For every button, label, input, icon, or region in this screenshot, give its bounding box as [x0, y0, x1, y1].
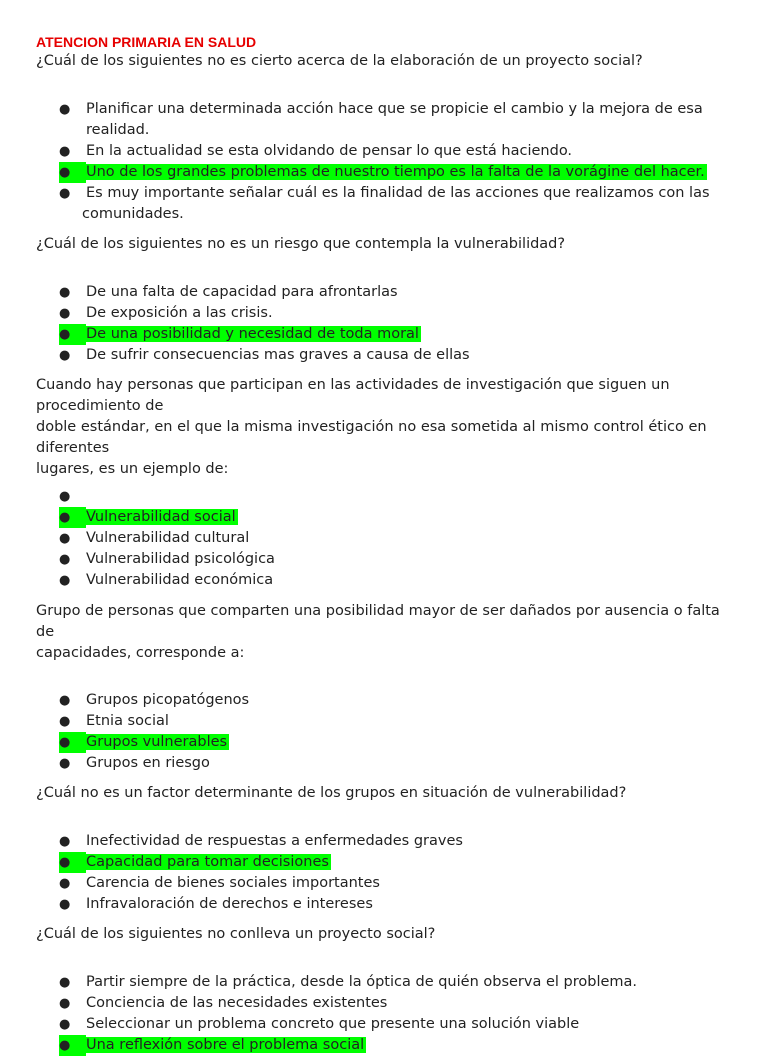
bullet-icon: ● — [59, 1017, 71, 1032]
bullet-icon: ● — [59, 102, 71, 117]
answer-1-2: ● En la actualidad se esta olvidando de pensar lo que está haciendo. — [36, 141, 736, 162]
question-3-line-1: Cuando hay personas que participan en las actividades de investigación que siguen un procedimiento de — [36, 377, 670, 414]
answer-3-1-empty — [36, 486, 736, 507]
answer-list-6 — [36, 972, 736, 1056]
answer-3-5: ● Vulnerabilidad económica — [36, 570, 736, 591]
bullet-icon: ● — [59, 897, 71, 912]
answer-4-2: ● Etnia social — [36, 711, 736, 732]
answer-2-4: ● De sufrir consecuencias mas graves a causa de ellas — [36, 345, 736, 366]
answer-3-4: ● Vulnerabilidad psicológica — [36, 549, 736, 570]
bullet-icon: ● — [59, 306, 71, 321]
bullet-icon: ● — [59, 324, 86, 345]
answer-2-2: ● De exposición a las crisis. — [36, 303, 736, 324]
answer-3-2-correct: ● Vulnerabilidad social — [36, 507, 736, 528]
answer-4-4: ● Grupos en riesgo — [36, 753, 736, 774]
question-1: ¿Cuál de los siguientes no es cierto acerca de la elaboración de un proyecto social? — [36, 53, 643, 69]
bullet-icon: ● — [59, 348, 71, 363]
answer-list-3 — [36, 486, 736, 591]
bullet-icon: ● — [59, 996, 71, 1011]
question-2: ¿Cuál de los siguientes no es un riesgo que contempla la vulnerabilidad? — [36, 236, 566, 252]
bullet-icon: ● — [59, 573, 71, 588]
answer-2-1: ● De una falta de capacidad para afrontarlas — [36, 282, 736, 303]
document-page — [36, 33, 736, 1056]
answer-1-4-continuation: comunidades. — [82, 206, 184, 222]
question-6: ¿Cuál de los siguientes no conlleva un proyecto social? — [36, 926, 436, 942]
answer-6-3: ● Seleccionar un problema concreto que presente una solución viable — [36, 1014, 736, 1035]
bullet-icon: ● — [59, 876, 71, 891]
question-5: ¿Cuál no es un factor determinante de los grupos en situación de vulnerabilidad? — [36, 785, 627, 801]
bullet-icon: ● — [59, 489, 71, 504]
bullet-icon: ● — [59, 531, 71, 546]
answer-list-4 — [36, 690, 736, 774]
question-4 — [36, 601, 736, 664]
bullet-icon: ● — [59, 714, 71, 729]
answer-6-4-correct: ● Una reflexión sobre el problema social — [36, 1035, 736, 1056]
answer-6-2: ● Conciencia de las necesidades existentes — [36, 993, 736, 1014]
bullet-icon: ● — [59, 852, 86, 873]
answer-3-3: ● Vulnerabilidad cultural — [36, 528, 736, 549]
question-3-line-3: lugares, es un ejemplo de: — [36, 461, 229, 477]
bullet-icon: ● — [59, 507, 86, 528]
answer-5-4: ● Infravaloración de derechos e intereses — [36, 894, 736, 915]
answer-5-1: ● Inefectividad de respuestas a enfermedades graves — [36, 831, 736, 852]
question-4-line-2: capacidades, corresponde a: — [36, 645, 245, 661]
bullet-icon: ● — [59, 186, 71, 201]
bullet-icon: ● — [59, 285, 71, 300]
bullet-icon: ● — [59, 693, 71, 708]
answer-1-1: ● Planificar una determinada acción hace que se propicie el cambio y la mejora de esa realidad. — [59, 101, 703, 138]
answer-1-4: ● Es muy importante señalar cuál es la finalidad de las acciones que realizamos con las comunidades. — [36, 183, 736, 225]
bullet-icon: ● — [59, 732, 86, 753]
document-title: ATENCION PRIMARIA EN SALUD — [36, 34, 257, 50]
answer-1-3-correct: ● Uno de los grandes problemas de nuestro tiempo es la falta de la vorágine del hacer. — [36, 162, 736, 183]
answer-2-3-correct: ● De una posibilidad y necesidad de toda moral — [36, 324, 736, 345]
question-3 — [36, 375, 736, 480]
answer-list-2 — [36, 282, 736, 366]
question-4-line-1: Grupo de personas que comparten una posibilidad mayor de ser dañados por ausencia o falta de — [36, 603, 720, 640]
bullet-icon: ● — [59, 552, 71, 567]
bullet-icon: ● — [59, 162, 86, 183]
answer-4-3-correct: ● Grupos vulnerables — [36, 732, 736, 753]
answer-4-1: ● Grupos picopatógenos — [36, 690, 736, 711]
bullet-icon: ● — [59, 144, 71, 159]
bullet-icon: ● — [59, 756, 71, 771]
bullet-icon: ● — [59, 834, 71, 849]
answer-list-1 — [36, 99, 736, 225]
question-3-line-2: doble estándar, en el que la misma investigación no esa sometida al mismo control ético en diferentes — [36, 419, 707, 456]
answer-5-2-correct: ● Capacidad para tomar decisiones — [36, 852, 736, 873]
bullet-icon: ● — [59, 975, 71, 990]
answer-5-3: ● Carencia de bienes sociales importantes — [36, 873, 736, 894]
answer-list-5 — [36, 831, 736, 915]
answer-6-1: ● Partir siempre de la práctica, desde la óptica de quién observa el problema. — [36, 972, 736, 993]
bullet-icon: ● — [59, 1035, 86, 1056]
